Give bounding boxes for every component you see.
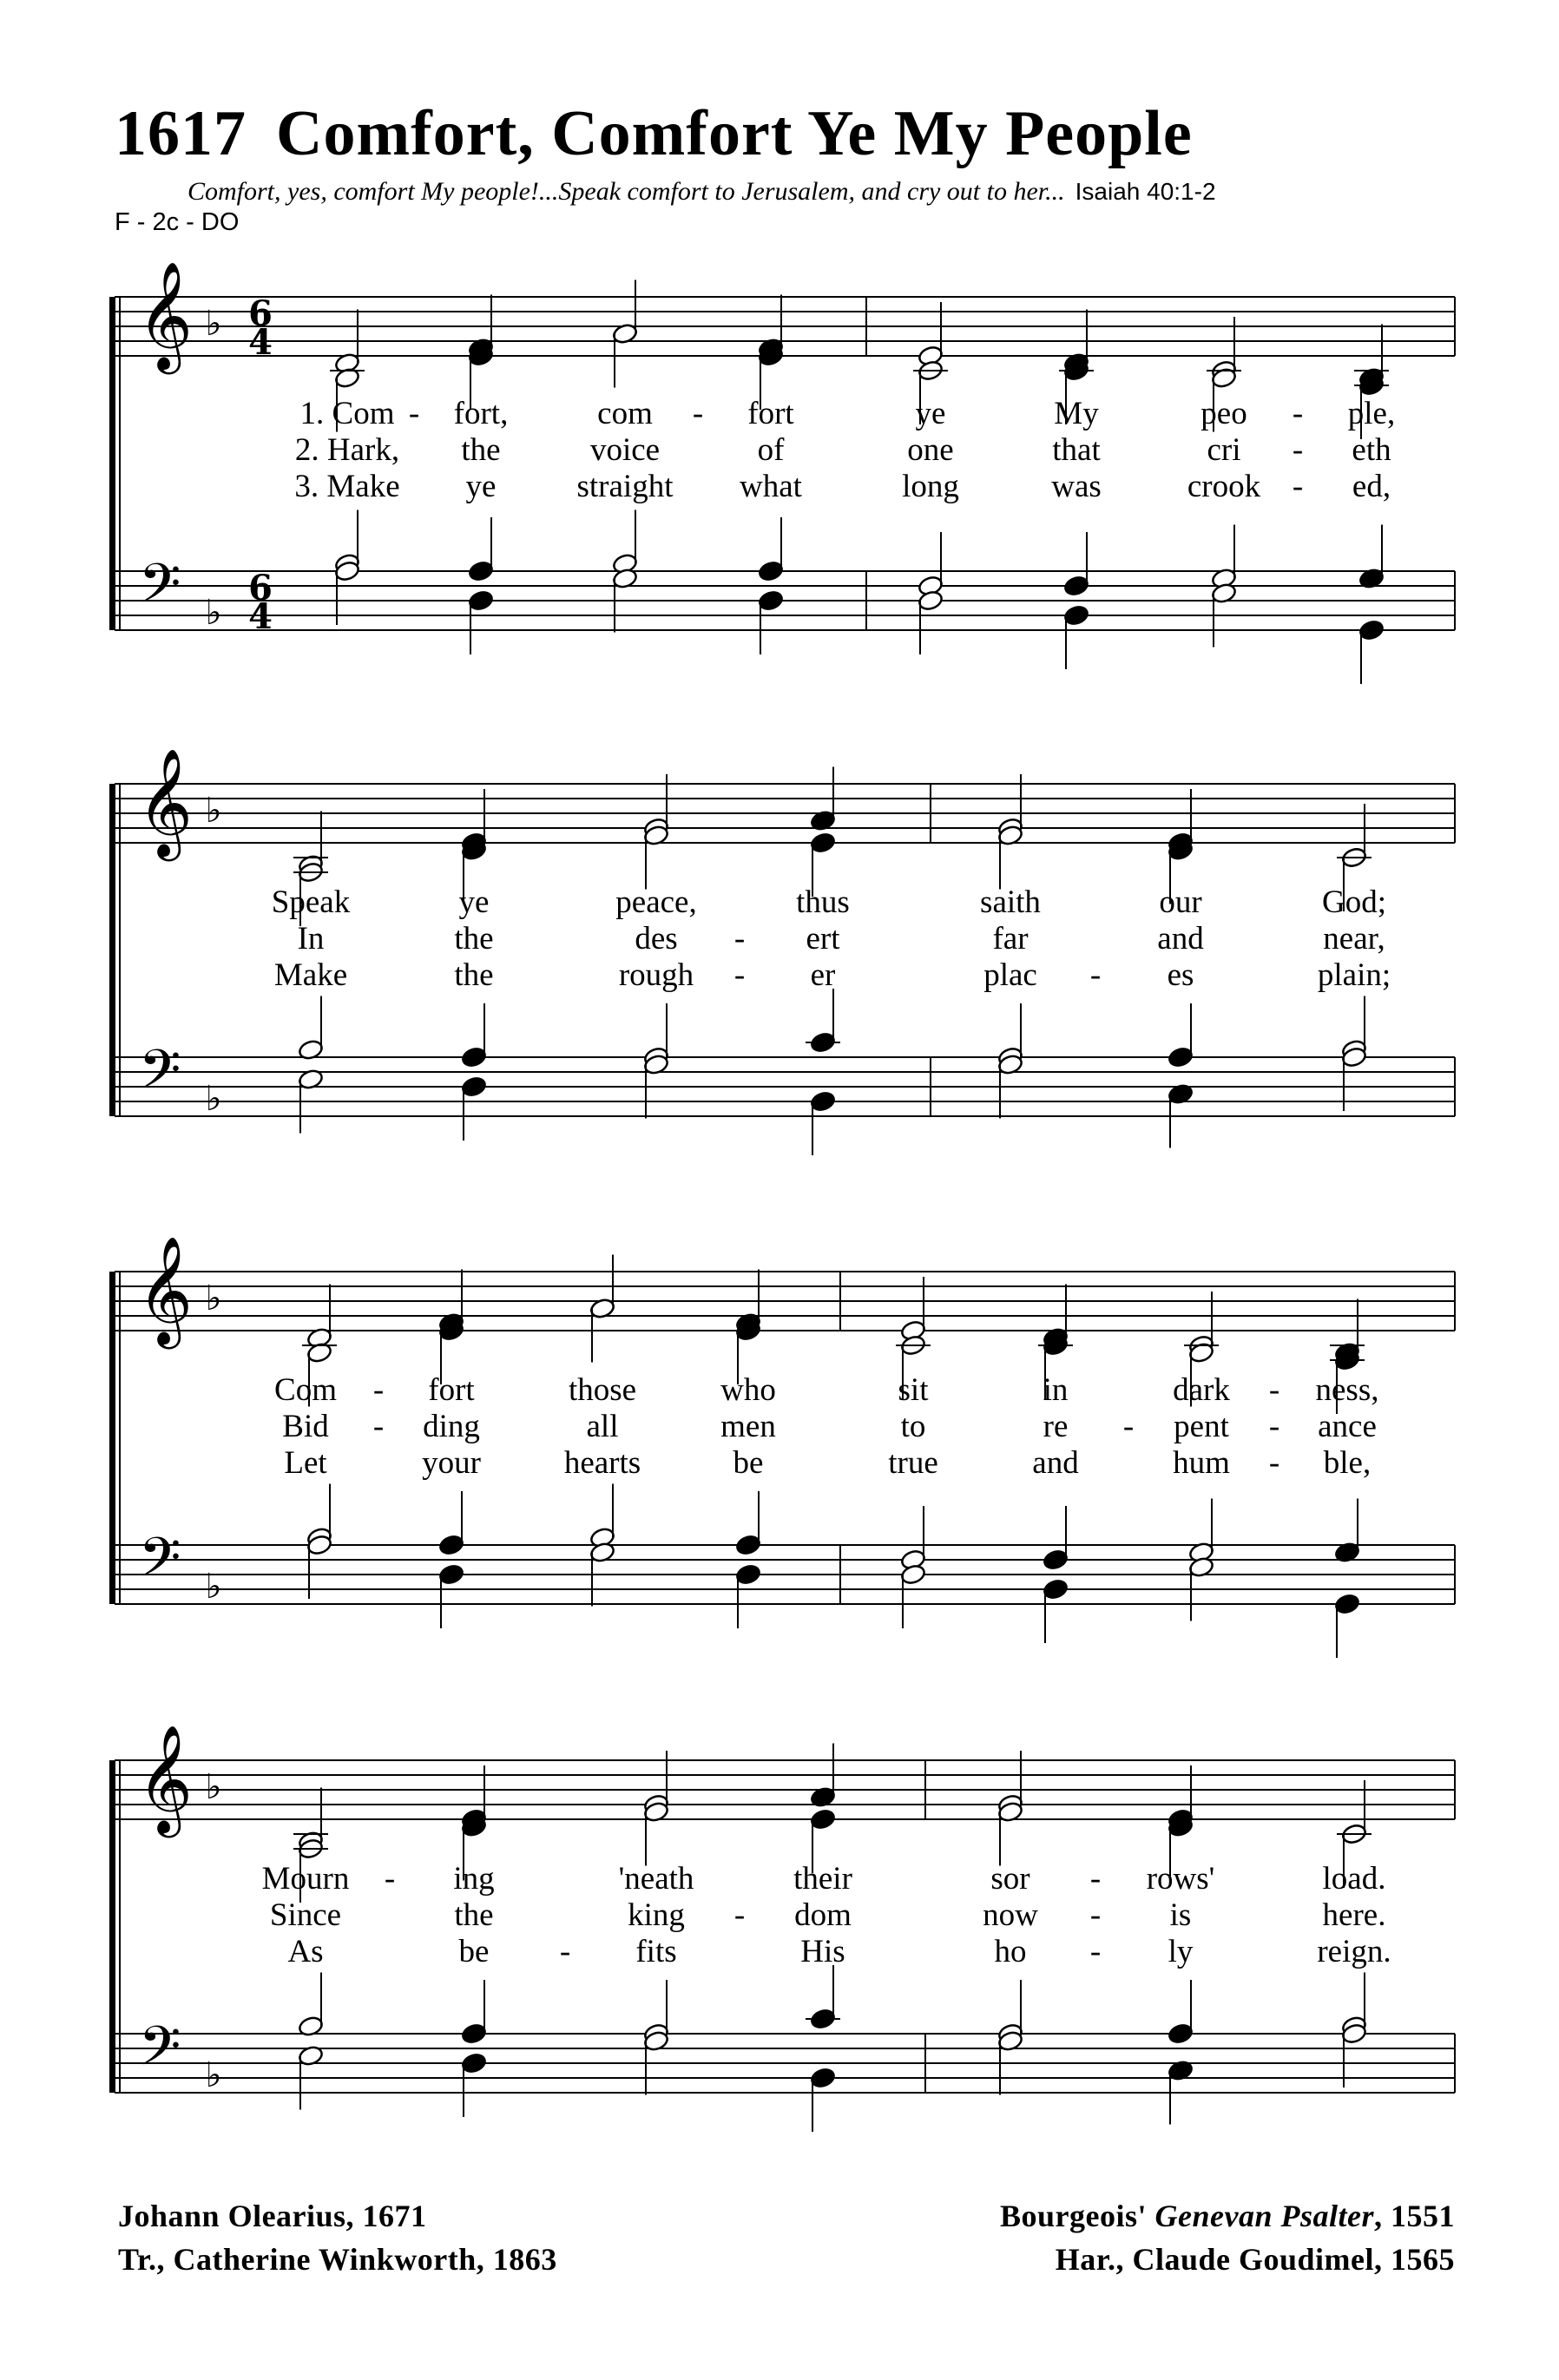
bass-note: [735, 1563, 762, 1586]
flat-key-signature-icon: ♭: [205, 304, 222, 344]
lyric-hyphen: -: [372, 1409, 385, 1444]
flat-key-signature-icon: ♭: [205, 1567, 222, 1607]
lyric-syllable: des: [635, 921, 678, 957]
lyric-syllable: dom: [794, 1897, 852, 1933]
alto-note: [810, 832, 837, 854]
lyric-hyphen: -: [1292, 469, 1304, 504]
lyric-syllable: fort: [428, 1372, 475, 1408]
lyric-hyphen: -: [1089, 1861, 1102, 1897]
tenor-note: [1168, 1046, 1194, 1068]
time-signature-top: 6: [248, 293, 273, 334]
lyric-syllable: is: [1169, 1897, 1192, 1933]
lyric-syllable: ble,: [1323, 1445, 1372, 1481]
lyric-syllable: sit: [898, 1372, 929, 1408]
bass-note: [758, 589, 785, 612]
time-signature-bottom: 4: [248, 322, 273, 363]
lyric-hyphen: -: [733, 1897, 746, 1933]
bass-note: [810, 1090, 837, 1113]
bass-note: [1063, 604, 1090, 627]
bass-clef-icon: 𝄢: [138, 1037, 181, 1114]
lyric-hyphen: -: [733, 957, 746, 993]
lyric-syllable: As: [287, 1934, 324, 1969]
bass-note: [810, 2067, 837, 2089]
lyric-syllable: ple,: [1347, 396, 1396, 431]
tune-source: Bourgeois' Genevan Psalter, 1551: [1000, 2199, 1455, 2233]
lyric-syllable: God;: [1322, 884, 1386, 920]
lyric-syllable: the: [454, 1897, 494, 1933]
lyric-syllable: pent: [1174, 1409, 1229, 1444]
lyric-syllable: our: [1159, 884, 1202, 920]
system-bracket: [109, 297, 115, 630]
lyric-hyphen: -: [1089, 1897, 1102, 1933]
tenor-note: [735, 1534, 762, 1556]
lyric-hyphen: -: [408, 396, 420, 431]
flat-key-signature-icon: ♭: [205, 1767, 222, 1807]
harmonizer: Har., Claude Goudimel, 1565: [1055, 2242, 1455, 2277]
credits-music: [1000, 2194, 1455, 2281]
lyric-syllable: sor: [990, 1861, 1030, 1897]
tenor-note: [758, 560, 785, 582]
lyric-syllable: 3. Make: [294, 469, 400, 504]
treble-clef-icon: 𝄞: [137, 748, 193, 857]
lyric-syllable: peo: [1200, 396, 1247, 431]
lyric-syllable: hum: [1173, 1445, 1230, 1481]
tenor-note: [438, 1534, 465, 1556]
lyric-syllable: 2. Hark,: [294, 432, 400, 468]
lyric-hyphen: -: [1122, 1409, 1135, 1444]
lyric-syllable: your: [422, 1445, 481, 1481]
lyric-syllable: and: [1032, 1445, 1079, 1481]
lyric-syllable: hearts: [563, 1445, 641, 1481]
lyric-syllable: those: [568, 1372, 637, 1408]
lyric-hyphen: -: [1089, 1934, 1102, 1969]
scripture-reference: Isaiah 40:1-2: [1075, 178, 1216, 205]
lyric-syllable: ding: [423, 1409, 480, 1444]
alto-note: [810, 1808, 837, 1831]
treble-clef-icon: 𝄞: [137, 261, 193, 370]
lyric-syllable: fort,: [453, 396, 509, 431]
lyric-syllable: and: [1157, 921, 1204, 957]
lyric-hyphen: -: [372, 1372, 385, 1408]
tenor-note: [1168, 2022, 1194, 2045]
lyric-syllable: thus: [796, 884, 850, 920]
lyric-hyphen: -: [692, 396, 704, 431]
bass-note: [1358, 619, 1385, 641]
lyric-syllable: now: [983, 1897, 1038, 1933]
lyric-syllable: far: [992, 921, 1029, 957]
lyric-syllable: eth: [1352, 432, 1391, 468]
lyric-syllable: ed,: [1352, 469, 1391, 504]
lyric-syllable: His: [800, 1934, 845, 1969]
lyric-syllable: dark: [1173, 1372, 1230, 1408]
bass-note: [438, 1563, 465, 1586]
lyric-syllable: the: [461, 432, 501, 468]
lyric-syllable: the: [454, 957, 494, 993]
tenor-note: [461, 1046, 488, 1068]
lyric-syllable: one: [907, 432, 954, 468]
lyric-hyphen: -: [384, 1861, 396, 1897]
lyric-syllable: here.: [1322, 1897, 1386, 1933]
lyric-syllable: reign.: [1317, 1934, 1391, 1969]
lyric-syllable: rough: [618, 957, 694, 993]
bass-clef-icon: 𝄢: [138, 551, 181, 628]
lyric-syllable: their: [793, 1861, 852, 1897]
lyric-syllable: long: [902, 469, 959, 504]
lyric-syllable: ing: [453, 1861, 495, 1897]
lyric-syllable: re: [1043, 1409, 1069, 1444]
system-bracket: [109, 1760, 115, 2093]
lyric-syllable: ho: [994, 1934, 1027, 1969]
bass-note: [461, 2052, 488, 2074]
tenor-note: [1043, 1548, 1069, 1571]
bass-clef-icon: 𝄢: [138, 1525, 181, 1602]
lyric-hyphen: -: [733, 921, 746, 957]
lyric-syllable: com: [597, 396, 653, 431]
lyric-syllable: load.: [1322, 1861, 1386, 1897]
text-author: Johann Olearius, 1671: [118, 2199, 427, 2233]
lyric-syllable: cri: [1207, 432, 1241, 468]
lyric-syllable: near,: [1323, 921, 1385, 957]
lyric-syllable: what: [740, 469, 802, 504]
lyric-syllable: Since: [269, 1897, 342, 1933]
system-bracket: [109, 784, 115, 1116]
lyric-syllable: true: [888, 1445, 938, 1481]
lyric-syllable: In: [297, 921, 325, 957]
bass-clef-icon: 𝄢: [138, 2014, 181, 2091]
hymn-number: 1617: [115, 98, 247, 169]
lyric-syllable: fort: [747, 396, 794, 431]
lyric-syllable: all: [586, 1409, 619, 1444]
flat-key-signature-icon: ♭: [205, 1279, 222, 1318]
lyric-syllable: Mourn: [261, 1861, 350, 1897]
lyric-syllable: the: [454, 921, 494, 957]
bass-note: [468, 589, 495, 612]
bass-note: [1334, 1593, 1361, 1615]
lyric-syllable: Bid: [282, 1409, 329, 1444]
lyric-syllable: voice: [589, 432, 661, 468]
lyric-syllable: My: [1054, 396, 1099, 431]
lyric-syllable: who: [720, 1372, 776, 1408]
system-bracket: [109, 1272, 115, 1604]
lyric-syllable: was: [1051, 469, 1102, 504]
lyric-syllable: 'neath: [618, 1861, 694, 1897]
lyric-syllable: peace,: [615, 884, 697, 920]
lyric-syllable: Com: [274, 1372, 337, 1408]
flat-key-signature-icon: ♭: [205, 2055, 222, 2095]
lyric-hyphen: -: [1089, 957, 1102, 993]
lyric-syllable: saith: [980, 884, 1041, 920]
lyric-syllable: crook: [1187, 469, 1261, 504]
lyric-syllable: Speak: [271, 884, 351, 920]
lyric-hyphen: -: [1292, 396, 1304, 431]
lyric-syllable: ye: [465, 469, 497, 504]
hymn-title: Comfort, Comfort Ye My People: [276, 98, 1193, 169]
key-code: F - 2c - DO: [115, 208, 240, 236]
lyric-syllable: straight: [576, 469, 674, 504]
translator: Tr., Catherine Winkworth, 1863: [118, 2242, 557, 2277]
lyric-syllable: Make: [273, 957, 348, 993]
lyric-syllable: plac: [983, 957, 1037, 993]
flat-key-signature-icon: ♭: [205, 791, 222, 831]
treble-clef-icon: 𝄞: [137, 1725, 193, 1833]
lyric-syllable: be: [733, 1445, 764, 1481]
treble-clef-icon: 𝄞: [137, 1236, 193, 1345]
time-signature-top: 6: [248, 568, 273, 608]
lyric-syllable: ert: [806, 921, 840, 957]
lyric-syllable: be: [458, 1934, 490, 1969]
lyric-syllable: ly: [1168, 1934, 1194, 1969]
tenor-note: [461, 2022, 488, 2045]
lyric-hyphen: -: [559, 1934, 571, 1969]
lyric-syllable: rows': [1146, 1861, 1215, 1897]
tenor-note: [1063, 575, 1090, 597]
lyric-syllable: in: [1043, 1372, 1069, 1408]
lyric-hyphen: -: [1268, 1372, 1280, 1408]
lyric-hyphen: -: [1268, 1445, 1280, 1481]
lyric-syllable: men: [720, 1409, 776, 1444]
lyric-hyphen: -: [1292, 432, 1304, 468]
lyric-syllable: of: [757, 432, 785, 468]
bass-note: [461, 1075, 488, 1098]
lyric-syllable: es: [1167, 957, 1194, 993]
credits-words: [118, 2194, 557, 2281]
lyric-syllable: that: [1052, 432, 1101, 468]
lyric-syllable: ye: [458, 884, 490, 920]
lyric-syllable: ance: [1318, 1409, 1377, 1444]
lyric-syllable: Let: [284, 1445, 327, 1481]
lyric-syllable: plain;: [1317, 957, 1391, 993]
lyric-syllable: to: [900, 1409, 926, 1444]
lyric-syllable: ye: [915, 396, 946, 431]
lyric-syllable: er: [810, 957, 836, 993]
lyric-syllable: 1. Com: [299, 396, 395, 431]
time-signature-bottom: 4: [248, 596, 273, 637]
lyric-syllable: ness,: [1315, 1372, 1379, 1408]
flat-key-signature-icon: ♭: [205, 1079, 222, 1119]
lyric-hyphen: -: [1268, 1409, 1280, 1444]
flat-key-signature-icon: ♭: [205, 593, 222, 633]
bass-note: [1043, 1578, 1069, 1601]
scripture-quote: Comfort, yes, comfort My people!...Speak comfort to Jerusalem, and cry out to her...: [187, 177, 1065, 206]
tenor-note: [468, 560, 495, 582]
lyric-syllable: king: [628, 1897, 685, 1933]
lyric-syllable: fits: [635, 1934, 677, 1969]
